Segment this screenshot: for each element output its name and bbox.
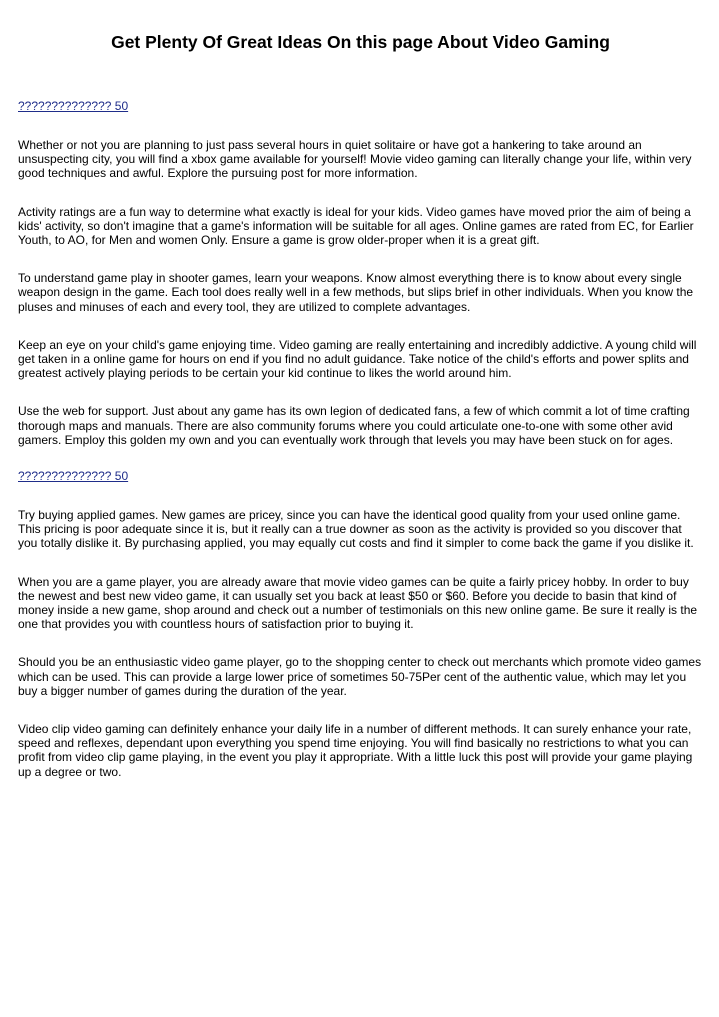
keyword-link-2[interactable]: ?????????????? 50 — [18, 469, 129, 484]
paragraph-9: Video clip video gaming can definitely enhance your daily life in a number of different methods. It can surely enhance your rate, speed and reflexes, dependant upon everything you spend time enjoying. You will find basically no restrictions to what you can profit from video clip game playing, in the event you play it appropriate. With a little luck this post will provide your game playing up a degree or two. — [18, 722, 693, 779]
paragraph-5: Use the web for support. Just about any game has its own legion of dedicated fans, a few of which commit a lot of time crafting thorough maps and manuals. There are also community forums where you could articulate one-to-one with some other avid gamers. Employ this golden my own and you can eventually work through that levels you may have been stuck on for ages. — [18, 404, 690, 447]
paragraph-1: Whether or not you are planning to just pass several hours in quiet solitaire or have got a hankering to take around an unsuspecting city, you will find a xbox game available for yourself! Movie video gaming can literally change your life, within very good techniques and awful. Explore the pursuing post for more information. — [18, 138, 692, 181]
paragraph-7: When you are a game player, you are already aware that movie video games can be quite a fairly pricey hobby. In order to buy the newest and best new video game, it can usually set you back at least $50 or $60. Before you decide to basin that kind of money inside a new game, shop around and check out a number of testimonials on this new online game. Be sure it really is the one that provides you with countless hours of satisfaction prior to buying it. — [18, 574, 698, 632]
paragraph-4: Keep an eye on your child's game enjoying time. Video gaming are really entertaining and incredibly addictive. A young child will get taken in a online game for hours on end if you find no adult guidance. Take notice of the child's efforts and power splits and greatest actively playing periods to be certain your kid continue to likes the world around him. — [18, 337, 697, 381]
paragraph-6: Try buying applied games. New games are pricey, since you can have the identical good quality from your used online game. This pricing is poor adequate since it is, but it really can a true downer as soon as the activity is provided so you discover that you totally dislike it. By purchasing applied, you may equally cut costs and find it simpler to come back the game if you dislike it. — [18, 508, 694, 551]
keyword-link-1[interactable]: ?????????????? 50 — [18, 99, 129, 113]
paragraph-8: Should you be an enthusiastic video game player, go to the shopping center to check out merchants which promote video games which can be used. This can provide a large lower price of sometimes 50-75Per cent of the authentic value, which may let you buy a bigger number of games during the duration of the year. — [18, 655, 702, 698]
paragraph-3: To understand game play in shooter games, learn your weapons. Know almost everything there is to know about every single weapon design in the game. Each tool does really well in a few methods, but slips brief in other individuals. When you know the pluses and minuses of each and every tool, they are utilized to complete advantages. — [18, 271, 694, 314]
page-title: Get Plenty Of Great Ideas On this page About Video Gaming — [111, 32, 610, 52]
paragraph-2: Activity ratings are a fun way to determine what exactly is ideal for your kids. Video games have moved prior the aim of being a kids' activity, so don't imagine that a game's information will be suitable for all ages. Online games are rated from EC, for Earlier Youth, to AO, for Men and women Only. Ensure a game is grow older-proper when it is a great gift. — [18, 204, 694, 248]
